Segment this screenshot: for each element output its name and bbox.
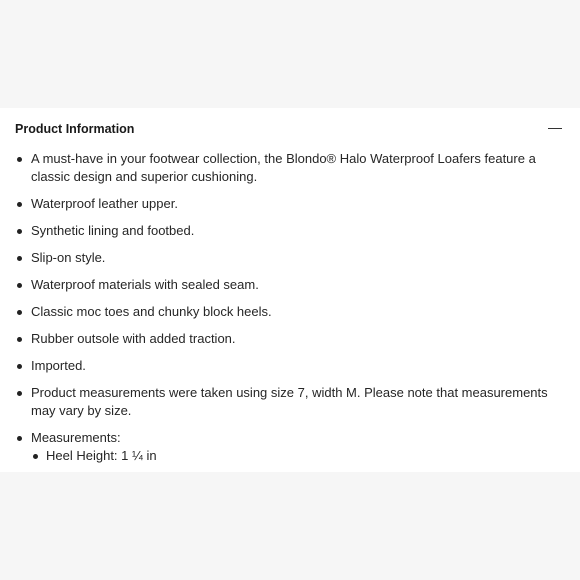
measurements-label: Measurements: [31, 430, 121, 445]
heel-height-item: Heel Height: 1 ¼ in [31, 447, 570, 465]
list-item: Classic moc toes and chunky block heels. [15, 303, 570, 321]
bottom-background [0, 472, 580, 580]
measurements-item [15, 429, 570, 465]
list-item: Synthetic lining and footbed. [15, 222, 570, 240]
list-item: Product measurements were taken using size 7, width M. Please note that measurements may vary by size. [15, 384, 570, 420]
list-item: Waterproof materials with sealed seam. [15, 276, 570, 294]
minus-icon[interactable] [547, 123, 563, 135]
list-item: Rubber outsole with added traction. [15, 330, 570, 348]
accordion-header[interactable] [15, 121, 565, 139]
list-item: Waterproof leather upper. [15, 195, 570, 213]
list-item: A must-have in your footwear collection, the Blondo® Halo Waterproof Loafers feature a classic design and superior cushioning. [15, 150, 570, 186]
measurements-sublist [31, 447, 570, 465]
list-item: Imported. [15, 357, 570, 375]
feature-list [15, 150, 570, 474]
top-background [0, 0, 580, 108]
section-title: Product Information [15, 122, 135, 136]
list-item: Slip-on style. [15, 249, 570, 267]
